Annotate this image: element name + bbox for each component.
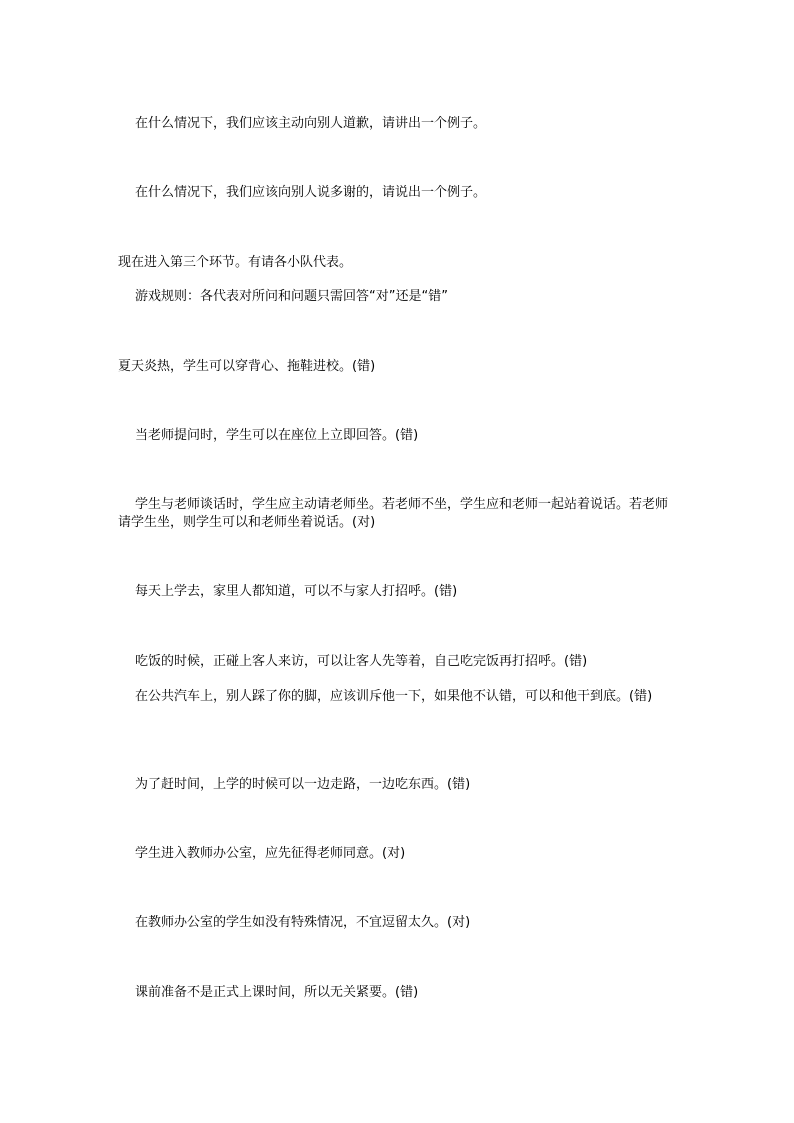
paragraph-game-rules: 游戏规则：各代表对所问和问题只需回答“对”还是“错” bbox=[135, 289, 448, 304]
paragraph-statement-office-entry: 学生进入教师办公室，应先征得老师同意。(对) bbox=[135, 846, 406, 861]
paragraph-third-round-intro: 现在进入第三个环节。有请各小队代表。 bbox=[118, 255, 353, 270]
paragraph-statement-class-preparation: 课前准备不是正式上课时间，所以无关紧要。(错) bbox=[135, 985, 419, 1000]
paragraph-statement-guest-visit: 吃饭的时候，正碰上客人来访，可以让客人先等着，自己吃完饭再打招呼。(错) bbox=[135, 654, 588, 669]
paragraph-statement-greeting-family: 每天上学去，家里人都知道，可以不与家人打招呼。(错) bbox=[135, 584, 458, 599]
paragraph-thanks-question: 在什么情况下，我们应该向别人说多谢的，请说出一个例子。 bbox=[135, 185, 487, 200]
paragraph-statement-talking-with-teacher: 学生与老师谈话时，学生应主动请老师坐。若老师不坐，学生应和老师一起站着说话。若老师请学生坐，则学生可以和老师坐着说话。(对) bbox=[118, 497, 669, 530]
paragraph-statement-eating-walking: 为了赶时间，上学的时候可以一边走路，一边吃东西。(错) bbox=[135, 777, 471, 792]
paragraph-apology-question: 在什么情况下，我们应该主动向别人道歉，请讲出一个例子。 bbox=[135, 116, 487, 131]
paragraph-statement-office-stay: 在教师办公室的学生如没有特殊情况，不宜逗留太久。(对) bbox=[135, 915, 471, 930]
paragraph-statement-bus-foot: 在公共汽车上，别人踩了你的脚，应该训斥他一下，如果他不认错，可以和他干到底。(错) bbox=[135, 689, 653, 704]
paragraph-statement-answering-question: 当老师提问时，学生可以在座位上立即回答。(错) bbox=[135, 428, 419, 443]
paragraph-statement-summer-dress: 夏天炎热，学生可以穿背心、拖鞋进校。(错) bbox=[118, 359, 376, 374]
